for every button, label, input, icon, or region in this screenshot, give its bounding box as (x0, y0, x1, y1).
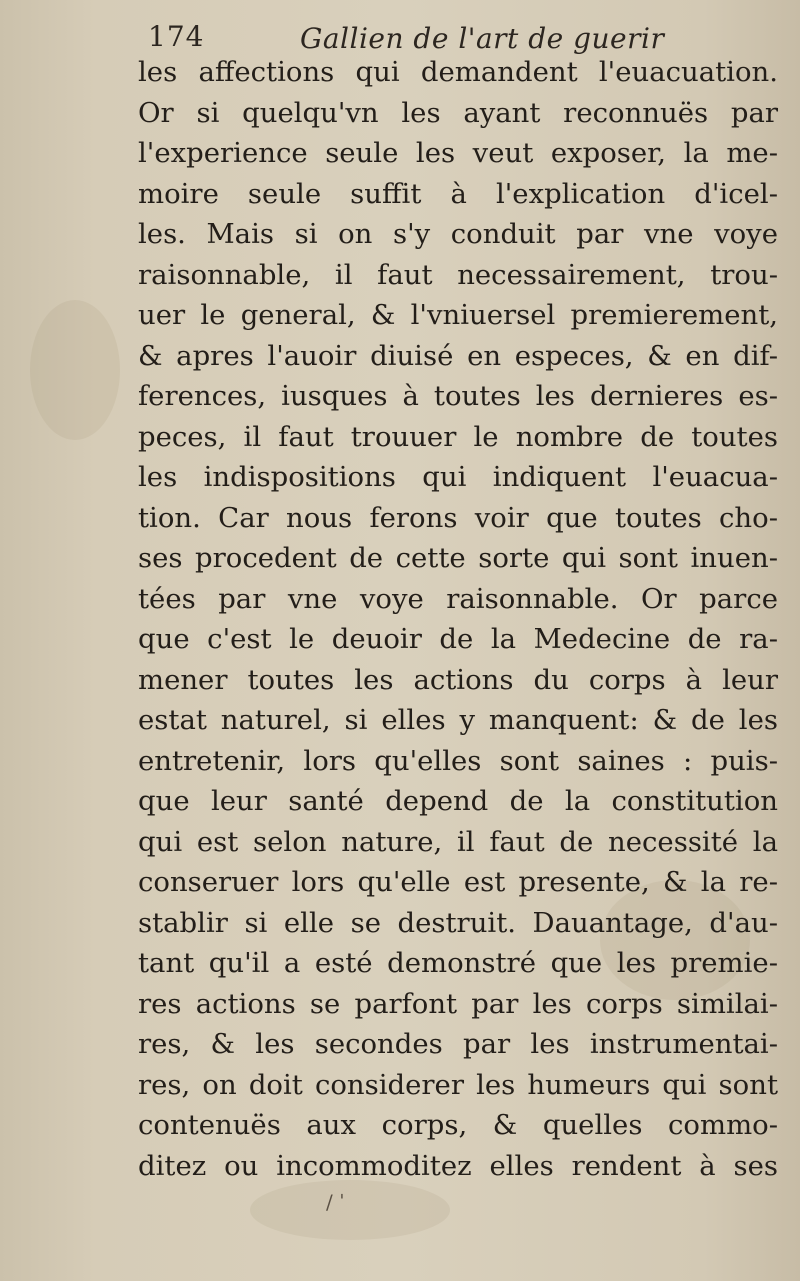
text-line: res, & les secondes par les instrumentai- (138, 1028, 778, 1060)
text-line: uer le general, & l'vniuersel premierement, (138, 299, 778, 331)
text-line: res actions se parfont par les corps similai- (138, 987, 778, 1020)
printer-mark: / ˈ (326, 1190, 345, 1214)
running-head: Gallien de l'art de guerir (300, 22, 665, 55)
text-line: conseruer lors qu'elle est presente, & la re- (138, 866, 778, 898)
text-line: raisonnable, il faut necessairement, trou- (138, 258, 778, 291)
text-line: mener toutes les actions du corps à leur (138, 663, 778, 696)
text-line: tées par vne voye raisonnable. Or parce (138, 582, 778, 615)
text-line: entretenir, lors qu'elles sont saines : puis- (138, 744, 778, 777)
text-line: res, on doit considerer les humeurs qui sont (138, 1068, 778, 1101)
text-line: qui est selon nature, il faut de necessité la (138, 825, 778, 858)
paper-stain (250, 1180, 450, 1240)
text-line: tion. Car nous ferons voir que toutes cho- (138, 501, 778, 534)
text-line: les. Mais si on s'y conduit par vne voye (138, 218, 778, 250)
text-line: Or si quelqu'vn les ayant reconnuës par (138, 96, 778, 129)
text-line: que c'est le deuoir de la Medecine de ra- (138, 623, 778, 655)
page-number: 174 (148, 20, 205, 53)
text-line: les affections qui demandent l'euacuation. (138, 56, 778, 88)
text-line: les indispositions qui indiquent l'euacua- (138, 461, 778, 493)
text-line: l'experience seule les veut exposer, la me- (138, 137, 778, 169)
text-line: ditez ou incommoditez elles rendent à ses (138, 1149, 778, 1182)
text-line: contenuës aux corps, & quelles commo- (138, 1109, 778, 1141)
text-line: peces, il faut trouuer le nombre de toutes (138, 420, 778, 453)
text-line: & apres l'auoir diuisé en especes, & en dif- (138, 339, 778, 372)
text-line: ferences, iusques à toutes les dernieres es- (138, 380, 778, 412)
text-line: ses procedent de cette sorte qui sont inuen- (138, 542, 778, 574)
text-line: moire seule suffit à l'explication d'icel- (138, 177, 778, 210)
text-line: stablir si elle se destruit. Dauantage, d'au- (138, 906, 778, 939)
text-line: tant qu'il a esté demonstré que les premie- (138, 947, 778, 979)
text-line: que leur santé depend de la constitution (138, 785, 778, 817)
paper-stain (30, 300, 120, 440)
body-text (138, 52, 778, 1186)
text-line: estat naturel, si elles y manquent: & de les (138, 704, 778, 736)
